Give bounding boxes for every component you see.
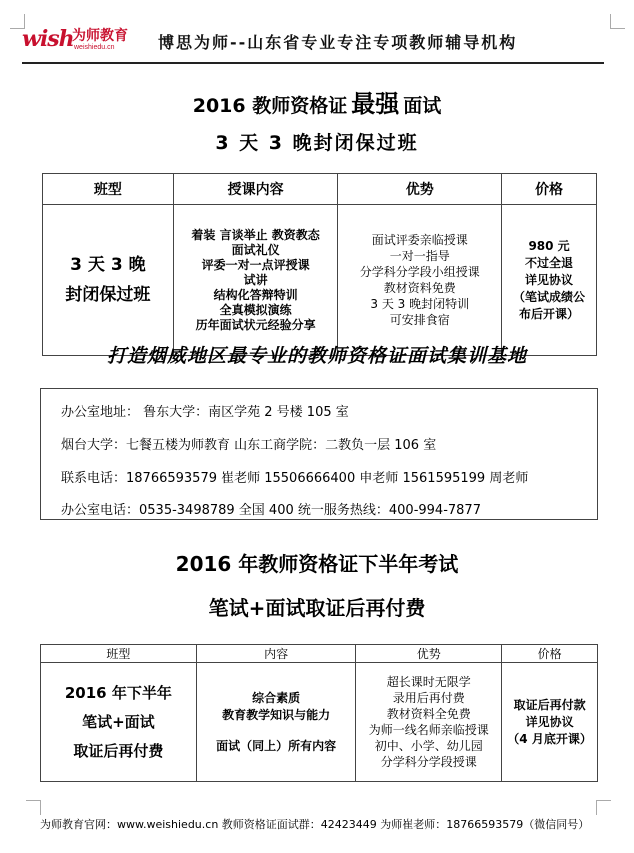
advantage-line: 录用后再付费 <box>392 691 465 705</box>
content-spacer <box>197 724 356 738</box>
logo-chinese-text: 为师教育 <box>72 28 128 44</box>
table-header-row <box>41 645 598 663</box>
header-divider <box>22 62 604 64</box>
content-line: 教育教学知识与能力 <box>222 707 331 722</box>
header-class-type: 班型 <box>43 174 174 205</box>
header-slogan: 博思为师--山东省专业专注专项教师辅导机构 <box>158 33 518 52</box>
class-name-line: 取证后再付费 <box>73 741 164 760</box>
section2-title: 2016 年教师资格证下半年考试 <box>175 552 459 576</box>
logo-wish-text: wish <box>22 26 74 52</box>
advantage-line: 可安排食宿 <box>389 313 450 327</box>
advantage-line: 初中、小学、幼儿园 <box>374 739 483 753</box>
advantage-line: 教材资料免费 <box>383 281 456 295</box>
section1-title-suffix: 面试 <box>403 95 442 117</box>
table-row <box>43 205 597 356</box>
corner-mark-bottom-left <box>26 800 41 815</box>
content-line: 面试礼仪 <box>231 242 280 257</box>
header-content: 内容 <box>196 645 356 663</box>
contact-office-phone-line: 办公室电话：0535-3498789 全国 400 统一服务热线：400-994-7877 <box>61 503 481 518</box>
section1-title-emphasis: 最强 <box>351 89 400 118</box>
advantage-line: 超长课时无限学 <box>386 675 471 689</box>
table-header-row <box>43 174 597 205</box>
contact-box <box>40 388 598 520</box>
content-line: 历年面试状元经验分享 <box>195 317 316 332</box>
content-line: 结构化答辩特训 <box>213 287 298 302</box>
price-line: 布后开课） <box>519 306 580 321</box>
header-advantages: 优势 <box>356 645 502 663</box>
corner-mark-top-right <box>610 14 625 29</box>
header-content: 授课内容 <box>173 174 338 205</box>
brand-logo <box>22 24 140 56</box>
advantage-line: 分学科分学段授课 <box>380 755 477 769</box>
contact-address-line: 办公室地址： 鲁东大学：南区学苑 2 号楼 105 室 <box>61 405 349 420</box>
advantage-line: 教材资料全免费 <box>386 707 471 721</box>
header-price: 价格 <box>502 645 598 663</box>
advantage-line: 一对一指导 <box>389 249 450 263</box>
section2-subtitle: 笔试+面试取证后再付费 <box>208 596 426 620</box>
price-line: （4 月底开课） <box>507 731 592 746</box>
class-name-line: 2016 年下半年 <box>64 683 172 702</box>
section1-title-prefix: 2016 教师资格证 <box>192 95 348 117</box>
price-line: 取证后再付款 <box>513 697 586 712</box>
footer-contact: 为师教育官网：www.weishiedu.cn 教师资格证面试群：42423449 为师崔老师：18766593579（微信同号） <box>40 818 590 831</box>
content-cell <box>196 663 356 782</box>
class-name-cell <box>43 205 174 356</box>
contact-campus-line: 烟台大学：七餐五楼为师教育 山东工商学院：二教负一层 106 室 <box>61 438 437 453</box>
price-cell <box>502 205 597 356</box>
corner-mark-bottom-right <box>596 800 611 815</box>
advantages-cell <box>338 205 502 356</box>
promo-slogan: 打造烟威地区最专业的教师资格证面试集训基地 <box>106 345 527 367</box>
advantage-line: 分学科分学段小组授课 <box>359 265 480 279</box>
header-advantages: 优势 <box>338 174 502 205</box>
content-cell <box>173 205 338 356</box>
content-line: 综合素质 <box>252 690 301 705</box>
course-table-2 <box>40 644 598 782</box>
advantage-line: 3 天 3 晚封闭特训 <box>370 297 470 311</box>
price-cell <box>502 663 598 782</box>
class-name-line: 封闭保过班 <box>65 285 151 305</box>
content-line: 着装 言谈举止 教资教态 <box>191 227 320 242</box>
logo-url-text: weishiedu.cn <box>74 44 115 51</box>
header-price: 价格 <box>502 174 597 205</box>
class-name-line: 3 天 3 晚 <box>70 255 146 275</box>
advantage-line: 面试评委亲临授课 <box>371 233 468 247</box>
advantage-line: 为师一线名师亲临授课 <box>368 723 489 737</box>
advantages-cell <box>356 663 502 782</box>
price-line: 不过全退 <box>525 255 574 270</box>
content-line: 评委一对一点评授课 <box>201 257 310 272</box>
price-line: 详见协议 <box>525 714 574 729</box>
header-class-type: 班型 <box>41 645 197 663</box>
course-table-1 <box>42 173 597 356</box>
content-line: 全真模拟演练 <box>219 302 292 317</box>
section1-title <box>0 84 634 119</box>
content-line: 试讲 <box>243 272 268 287</box>
content-line: 面试（同上）所有内容 <box>216 738 337 753</box>
section1-subtitle: 3 天 3 晚封闭保过班 <box>215 132 419 154</box>
class-name-cell <box>41 663 197 782</box>
contact-phone-line: 联系电话：18766593579 崔老师 15506666400 申老师 1561595199 周老师 <box>61 471 529 486</box>
price-line: （笔试成绩公 <box>513 289 586 304</box>
class-name-line: 笔试+面试 <box>82 712 155 731</box>
table-row <box>41 663 598 782</box>
price-line: 详见协议 <box>525 272 574 287</box>
price-line: 980 元 <box>528 238 570 253</box>
